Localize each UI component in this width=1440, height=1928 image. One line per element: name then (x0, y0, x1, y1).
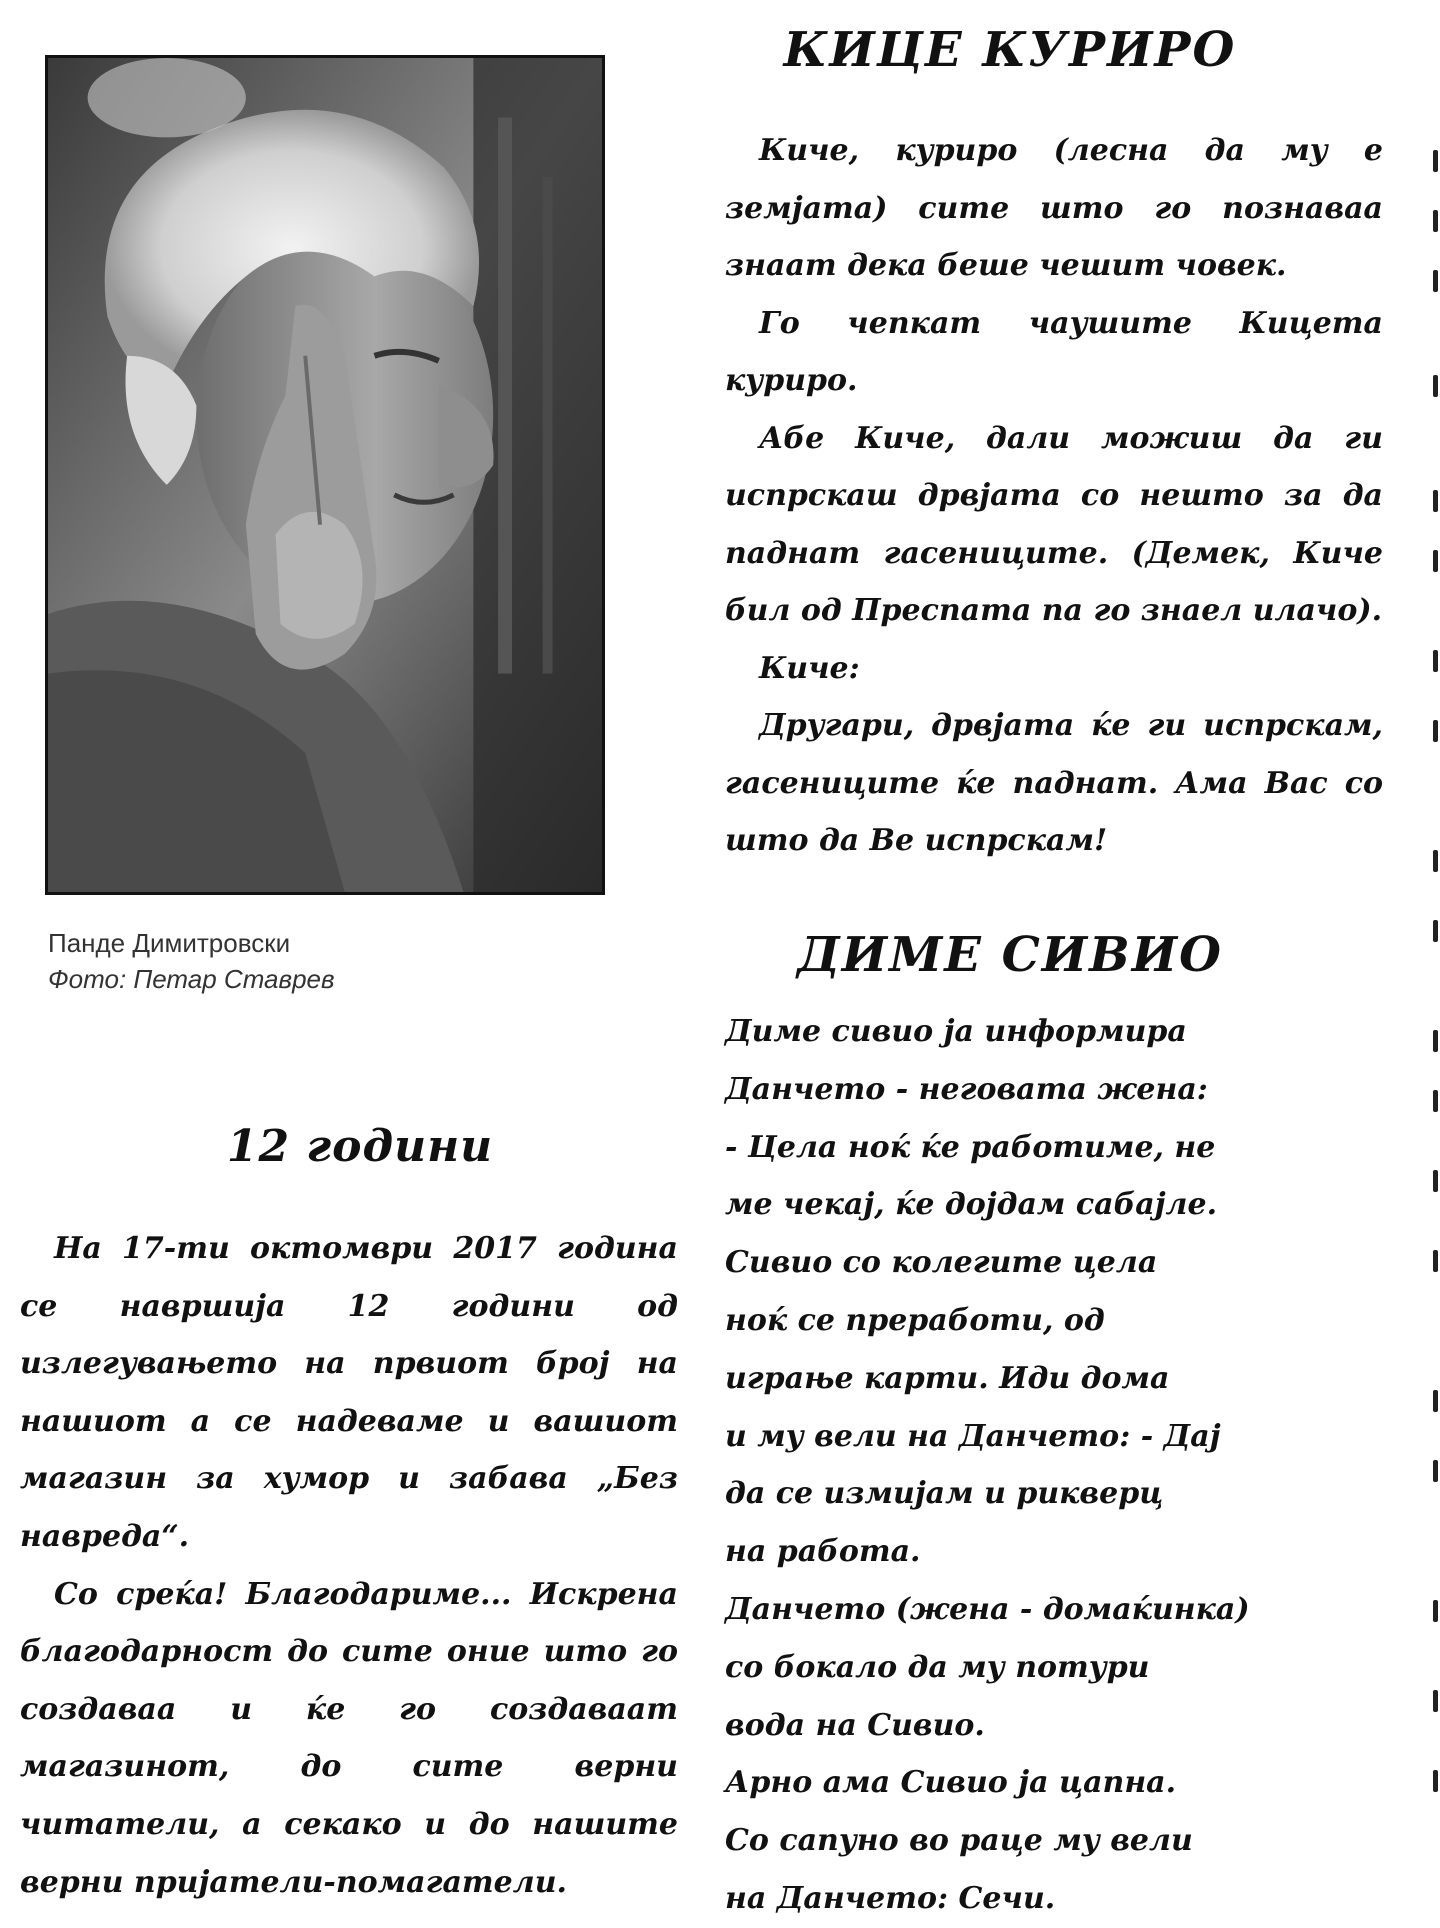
adjacent-page-edge (1428, 130, 1440, 1830)
dime-line: да се измијам и рикверц (725, 1476, 1164, 1512)
kice-paragraph: Го чепкат чаушите Кицета куриро. (725, 305, 1383, 398)
kice-paragraph: Киче, куриро (лесна да му е земјата) сите што го познаваа знаат дека беше чешит човек. (725, 133, 1383, 283)
caption-name: Панде Димитровски (48, 928, 291, 958)
dime-line: Сивио со колегите цела (725, 1245, 1158, 1281)
dime-line: играње карти. Иди дома (725, 1360, 1170, 1396)
godini-paragraph: Со среќа! Благодариме... Искрена благодарност до сите оние што го создаваа и ќе го создаваат магазинот, до сите верни читатели, а секако и до нашите верни пријатели-помагатели. (20, 1576, 678, 1900)
dime-line: вода на Сивио. (725, 1707, 985, 1743)
portrait-photo (45, 55, 605, 895)
kice-paragraph: Другари, дрвјата ќе ги испрскам, гасениците ќе паднат. Ама Вас со што да Ве испрскам! (725, 708, 1383, 858)
dime-line: Данчето (жена - домаќинка) (725, 1591, 1250, 1627)
dime-article (725, 1003, 1383, 1928)
dime-line: Данчето - неговата жена: (725, 1071, 1208, 1107)
dime-line: - Цела ноќ ќе работиме, не (725, 1129, 1216, 1165)
godini-paragraph: На 17-ти октомври 2017 година се навршија 12 години од излегувањето на првиот број на нашиот а се надеваме и вашиот магазин за хумор и забава „Без навреда“. (20, 1231, 678, 1554)
dime-line: Со сапуно во раце му вели (725, 1823, 1193, 1859)
man-portrait-photo-icon (48, 58, 602, 892)
dime-line: ме чекај, ќе дојдам сабајле. (725, 1187, 1218, 1223)
kice-article (725, 122, 1383, 870)
godini-title: 12 години (226, 1121, 494, 1172)
dime-line: Арно ама Сивио ја цапна. (725, 1765, 1177, 1801)
dime-line: Диме сивио ја информира (725, 1014, 1187, 1049)
godini-article (20, 1220, 678, 1911)
dime-line: со бокало да му потури (725, 1649, 1150, 1685)
dime-title: ДИМЕ СИВИО (797, 927, 1223, 983)
dime-line: на Данчето: Сечи. (725, 1880, 1056, 1916)
kice-paragraph: Киче: (759, 650, 860, 686)
caption-credit: Фото: Петар Ставрев (48, 964, 335, 994)
dime-line: и му вели на Данчето: - Дај (725, 1418, 1221, 1454)
kice-paragraph: Абе Киче, дали можиш да ги испрскаш дрвјата со нешто за да паднат гасениците. (Демек, Киче бил од Преспата па го знаел илачо). (725, 420, 1383, 628)
dime-line: на работа. (725, 1534, 921, 1570)
kice-title: КИЦЕ КУРИРО (783, 22, 1237, 78)
dime-line: ноќ се преработи, од (725, 1302, 1105, 1338)
photo-caption (48, 925, 335, 997)
